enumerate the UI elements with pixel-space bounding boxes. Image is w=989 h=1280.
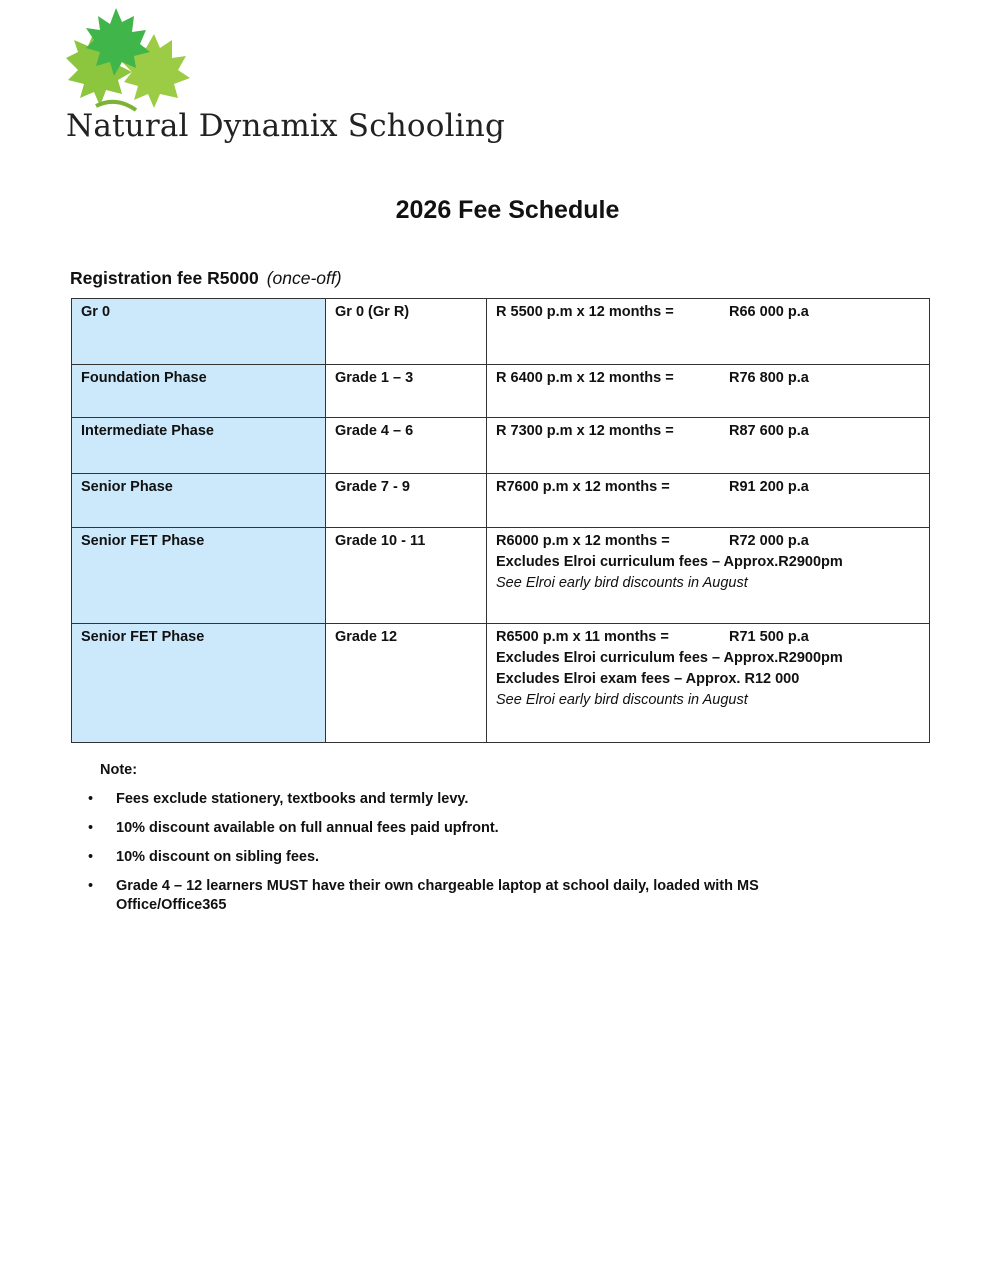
maple-leaves-icon: [56, 6, 196, 116]
monthly-fee: R 5500 p.m x 12 months =: [496, 304, 674, 320]
table-row: [72, 299, 930, 365]
table-row: [72, 365, 930, 418]
list-item: • 10% discount available on full annual fees paid upfront.: [88, 820, 499, 836]
page-title: 2026 Fee Schedule: [395, 196, 620, 224]
registration-fee: [70, 268, 342, 289]
exam-fee-note: Excludes Elroi exam fees – Approx. R12 000: [496, 671, 800, 687]
phase-cell: Gr 0: [72, 299, 326, 365]
registration-fee-note: (once-off): [266, 268, 342, 288]
notes-heading: Note:: [100, 762, 138, 778]
annual-fee: R76 800 p.a: [729, 370, 809, 386]
grade-cell: Grade 4 – 6: [326, 418, 487, 474]
fee-cell: [487, 299, 930, 365]
fee-cell: [487, 474, 930, 528]
monthly-fee: R6500 p.m x 11 months =: [496, 629, 669, 645]
fee-cell: [487, 528, 930, 624]
grade-cell: Grade 1 – 3: [326, 365, 487, 418]
annual-fee: R72 000 p.a: [729, 533, 809, 549]
bullet-icon: •: [88, 849, 94, 865]
table-row: [72, 528, 930, 624]
fee-table: [71, 298, 930, 743]
annual-fee: R87 600 p.a: [729, 423, 809, 439]
annual-fee: R91 200 p.a: [729, 479, 809, 495]
early-bird-note: See Elroi early bird discounts in August: [496, 692, 748, 708]
list-item: • Fees exclude stationery, textbooks and termly levy.: [88, 791, 469, 807]
registration-fee-label: Registration fee R5000: [70, 268, 259, 288]
curriculum-fee-note: Excludes Elroi curriculum fees – Approx.R2900pm: [496, 554, 843, 570]
grade-cell: Grade 7 - 9: [326, 474, 487, 528]
monthly-fee: R 6400 p.m x 12 months =: [496, 370, 674, 386]
phase-cell: Senior FET Phase: [72, 624, 326, 743]
list-item: • Grade 4 – 12 learners MUST have their own chargeable laptop at school daily, loaded with MS Office/Office365: [88, 878, 759, 913]
bullet-icon: •: [88, 791, 94, 807]
table-row: [72, 418, 930, 474]
list-item: • 10% discount on sibling fees.: [88, 849, 320, 865]
fee-cell: [487, 418, 930, 474]
grade-cell: Gr 0 (Gr R): [326, 299, 487, 365]
bullet-icon: •: [88, 878, 94, 894]
monthly-fee: R7600 p.m x 12 months =: [496, 479, 670, 495]
annual-fee: R66 000 p.a: [729, 304, 809, 320]
monthly-fee: R 7300 p.m x 12 months =: [496, 423, 674, 439]
bullet-icon: •: [88, 820, 94, 836]
fee-cell: [487, 365, 930, 418]
annual-fee: R71 500 p.a: [729, 629, 809, 645]
phase-cell: Foundation Phase: [72, 365, 326, 418]
school-name: Natural Dynamix Schooling: [66, 108, 506, 144]
notes-list: [88, 790, 868, 925]
fee-cell: [487, 624, 930, 743]
phase-cell: Senior FET Phase: [72, 528, 326, 624]
table-row: [72, 624, 930, 743]
curriculum-fee-note: Excludes Elroi curriculum fees – Approx.R2900pm: [496, 650, 843, 666]
early-bird-note: See Elroi early bird discounts in August: [496, 575, 748, 591]
table-row: [72, 474, 930, 528]
monthly-fee: R6000 p.m x 12 months =: [496, 533, 670, 549]
grade-cell: Grade 10 - 11: [326, 528, 487, 624]
grade-cell: Grade 12: [326, 624, 487, 743]
phase-cell: Intermediate Phase: [72, 418, 326, 474]
phase-cell: Senior Phase: [72, 474, 326, 528]
